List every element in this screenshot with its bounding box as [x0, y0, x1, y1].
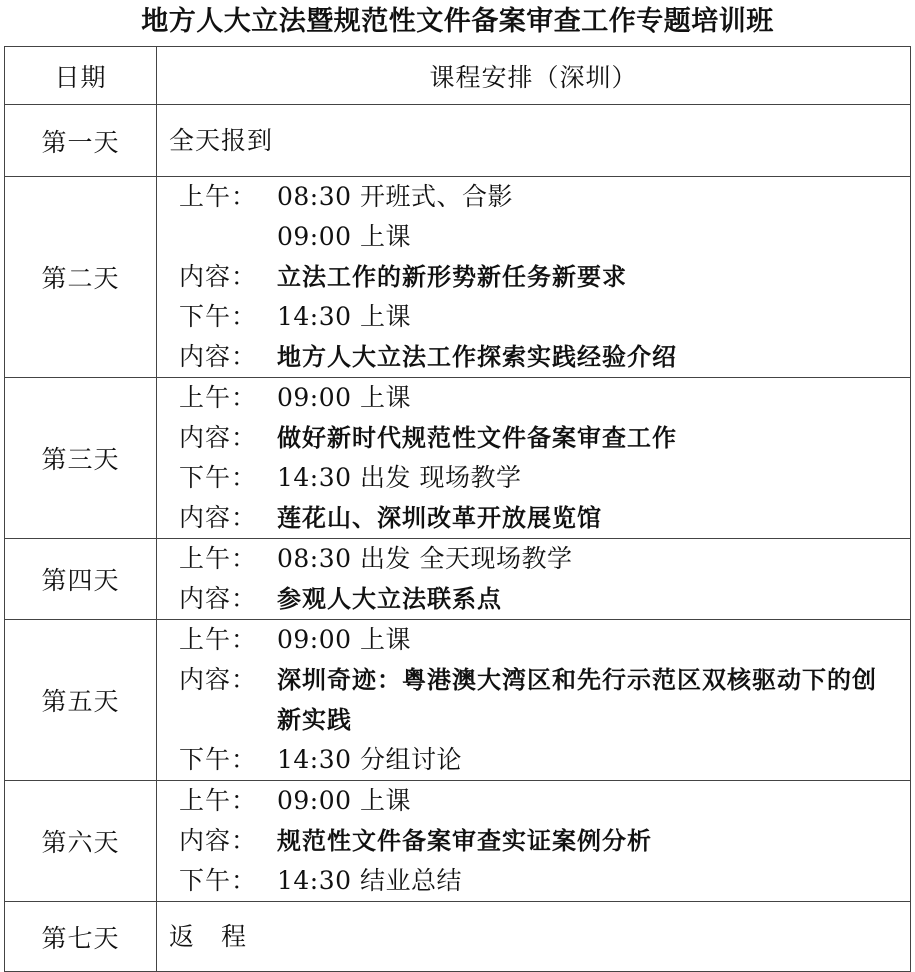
schedule-line — [157, 740, 910, 780]
line-label: 内容： — [179, 342, 258, 371]
line-label: 下午： — [179, 866, 258, 895]
line-text: 14:30 分组讨论 — [277, 745, 462, 774]
schedule-line — [157, 257, 910, 297]
line-text: 莲花山、深圳改革开放展览馆 — [277, 504, 602, 532]
line-text: 09:00 上课 — [277, 625, 411, 654]
schedule-line — [157, 458, 910, 498]
schedule-line — [157, 378, 910, 418]
schedule-body — [5, 105, 911, 972]
schedule-line — [157, 418, 910, 458]
table-row — [5, 902, 911, 972]
line-label: 上午： — [179, 383, 258, 412]
line-label: 下午： — [179, 463, 258, 492]
schedule-line — [157, 781, 910, 821]
plan-cell — [157, 902, 911, 972]
table-row — [5, 620, 911, 781]
plan-cell — [157, 105, 911, 177]
plan-text: 返 程 — [169, 921, 248, 951]
day-label: 第五天 — [5, 620, 157, 781]
schedule-line — [157, 660, 910, 740]
line-text: 09:00 上课 — [277, 383, 411, 412]
line-text: 09:00 上课 — [277, 786, 411, 815]
day-label: 第七天 — [5, 902, 157, 972]
line-label: 下午： — [179, 745, 258, 774]
line-label: 内容： — [179, 423, 258, 452]
line-text: 深圳奇迹：粤港澳大湾区和先行示范区双核驱动下的创新实践 — [277, 666, 877, 734]
table-row — [5, 105, 911, 177]
day-label: 第二天 — [5, 177, 157, 378]
column-header-plan: 课程安排（深圳） — [157, 47, 911, 105]
line-text: 做好新时代规范性文件备案审查工作 — [277, 424, 677, 452]
line-label: 内容： — [179, 262, 258, 291]
line-text: 立法工作的新形势新任务新要求 — [277, 263, 627, 291]
line-label: 内容： — [179, 826, 258, 855]
line-text: 14:30 出发 现场教学 — [277, 463, 522, 492]
line-text: 08:30 开班式、合影 — [277, 182, 513, 211]
day-label: 第一天 — [5, 105, 157, 177]
line-text: 08:30 出发 全天现场教学 — [277, 544, 573, 573]
line-label: 上午： — [179, 544, 258, 573]
line-text: 规范性文件备案审查实证案例分析 — [277, 827, 652, 855]
schedule-line — [157, 539, 910, 579]
line-text: 参观人大立法联系点 — [277, 585, 502, 613]
table-row — [5, 539, 911, 620]
schedule-line — [157, 821, 910, 861]
line-label: 内容： — [179, 503, 258, 532]
line-label: 上午： — [179, 786, 258, 815]
plan-text: 全天报到 — [169, 125, 274, 155]
plan-cell — [157, 539, 911, 620]
table-row — [5, 177, 911, 378]
table-header-row — [5, 47, 911, 105]
day-label: 第六天 — [5, 781, 157, 902]
line-text: 09:00 上课 — [277, 222, 411, 251]
plan-cell — [157, 781, 911, 902]
line-label: 上午： — [179, 182, 258, 211]
document-title: 地方人大立法暨规范性文件备案审查工作专题培训班 — [141, 6, 774, 37]
day-label: 第四天 — [5, 539, 157, 620]
plan-cell — [157, 620, 911, 781]
plan-cell — [157, 378, 911, 539]
line-label: 下午： — [179, 302, 258, 331]
line-text: 14:30 结业总结 — [277, 866, 462, 895]
schedule-line — [157, 620, 910, 660]
line-label: 上午： — [179, 625, 258, 654]
schedule-line — [157, 217, 910, 257]
schedule-line — [157, 297, 910, 337]
schedule-line — [157, 861, 910, 901]
line-text: 14:30 上课 — [277, 302, 411, 331]
line-text: 地方人大立法工作探索实践经验介绍 — [277, 343, 677, 371]
line-label: 内容： — [179, 584, 258, 613]
line-label: 内容： — [179, 665, 258, 694]
schedule-line — [157, 498, 910, 538]
schedule-line — [157, 579, 910, 619]
schedule-table — [4, 46, 911, 972]
schedule-line — [157, 337, 910, 377]
table-row — [5, 781, 911, 902]
table-row — [5, 378, 911, 539]
day-label: 第三天 — [5, 378, 157, 539]
plan-cell — [157, 177, 911, 378]
schedule-line — [157, 177, 910, 217]
column-header-date: 日期 — [5, 47, 157, 105]
